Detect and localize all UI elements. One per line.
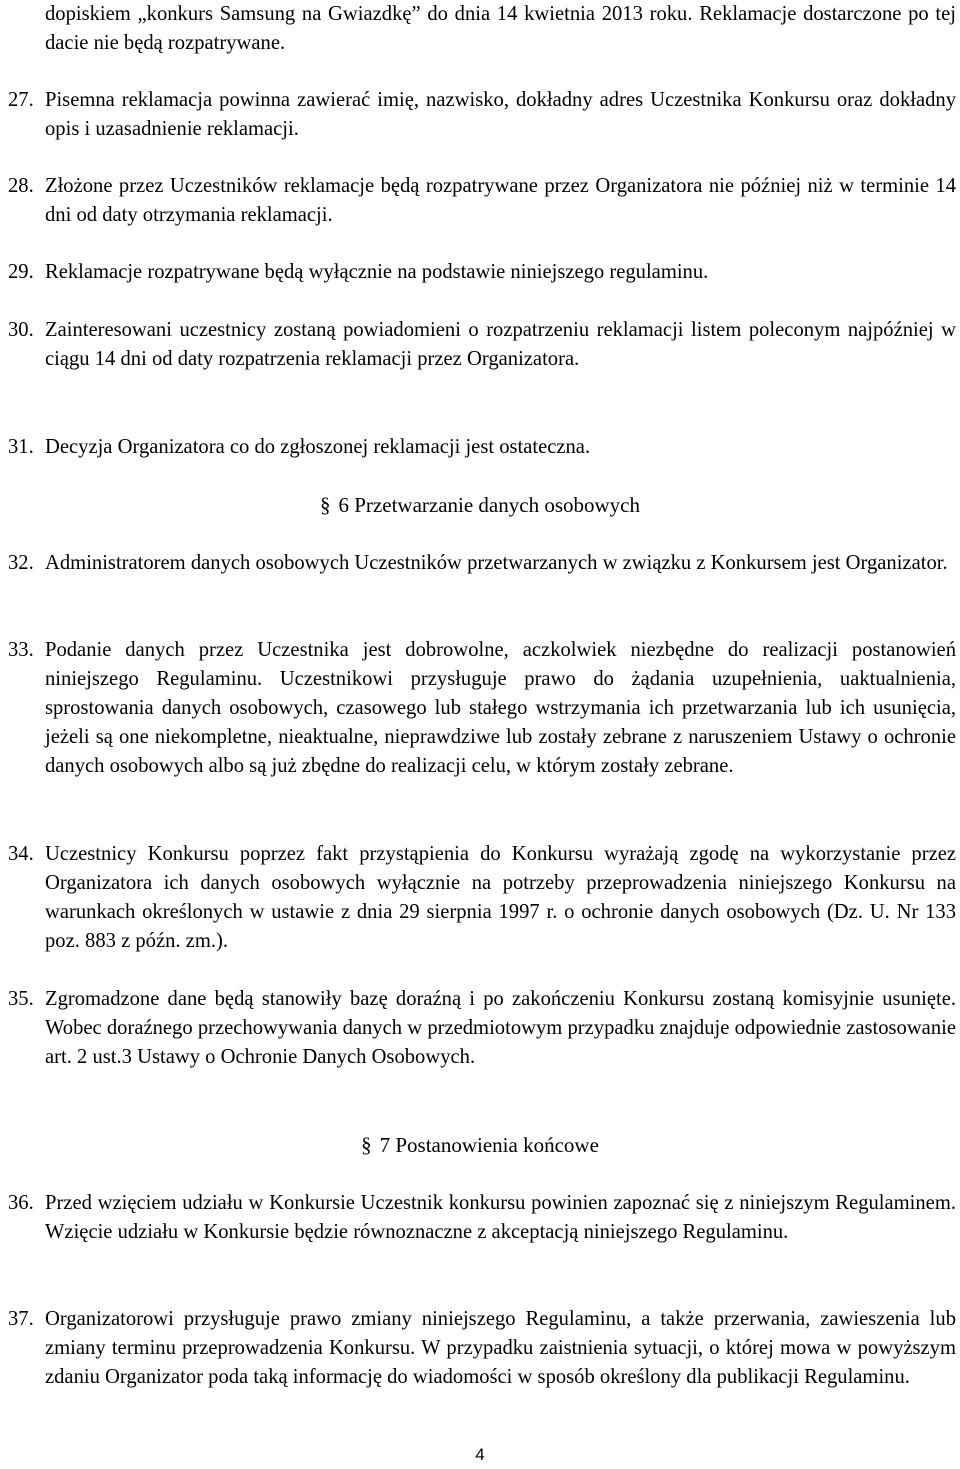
- list-item-30: [8, 316, 956, 374]
- item-text: Reklamacje rozpatrywane będą wyłącznie na podstawie niniejszego regulaminu.: [45, 261, 709, 283]
- section-title: 6 Przetwarzanie danych osobowych: [338, 493, 640, 517]
- item-number: 28.: [8, 175, 34, 197]
- section-symbol: §: [361, 1133, 372, 1157]
- item-text: Organizatorowi przysługuje prawo zmiany niniejszego Regulaminu, a także przerwania, zawieszenia lub zmiany terminu przeprowadzenia Konkursu. W przypadku zaistnienia sytuacji, o której mowa w powyższym zdaniu Organizator poda taką informację do wiadomości w sposób określony dla publikacji Regulaminu.: [45, 1308, 956, 1388]
- item-number: 35.: [8, 988, 34, 1010]
- item-number: 30.: [8, 319, 34, 341]
- section-heading-6: [0, 491, 960, 520]
- section-title: 7 Postanowienia końcowe: [379, 1133, 599, 1157]
- item-number: 33.: [8, 639, 34, 661]
- section-symbol: §: [320, 493, 331, 517]
- list-item-35: [8, 985, 956, 1072]
- item-number: 32.: [8, 552, 34, 574]
- item-text: Pisemna reklamacja powinna zawierać imię, nazwisko, dokładny adres Uczestnika Konkursu oraz dokładny opis i uzasadnienie reklamacji.: [45, 89, 956, 140]
- list-item-28: [8, 172, 956, 230]
- item-text: Złożone przez Uczestników reklamacje będą rozpatrywane przez Organizatora nie później niż w terminie 14 dni od daty otrzymania reklamacji.: [45, 175, 956, 226]
- list-item-32: [8, 549, 956, 578]
- list-item-29: [8, 258, 956, 287]
- section-heading-7: [0, 1131, 960, 1160]
- item-text: Decyzja Organizatora co do zgłoszonej reklamacji jest ostateczna.: [45, 436, 591, 458]
- item-text: Zgromadzone dane będą stanowiły bazę doraźną i po zakończeniu Konkursu zostaną komisyjnie usunięte. Wobec doraźnego przechowywania danych w przedmiotowym przypadku znajduje odpowiednie zastosowanie art. 2 ust.3 Ustawy o Ochronie Danych Osobowych.: [45, 988, 956, 1068]
- list-item-34: [8, 840, 956, 956]
- item-number: 29.: [8, 261, 34, 283]
- item-text: Zainteresowani uczestnicy zostaną powiadomieni o rozpatrzeniu reklamacji listem poleconym najpóźniej w ciągu 14 dni od daty rozpatrzenia reklamacji przez Organizatora.: [45, 319, 956, 370]
- item-number: 36.: [8, 1192, 34, 1214]
- item-number: 27.: [8, 89, 34, 111]
- item-text: Podanie danych przez Uczestnika jest dobrowolne, aczkolwiek niezbędne do realizacji postanowień niniejszego Regulaminu. Uczestnikowi przysługuje prawo do żądania uzupełnienia, uaktualnienia, sprostowania danych osobowych, czasowego lub stałego wstrzymania ich przetwarzania lub ich usunięcia, jeżeli są one niekompletne, nieaktualne, nieprawdziwe lub zostały zebrane z naruszeniem Ustawy o ochronie danych osobowych albo są już zbędne do realizacji celu, w którym zostały zebrane.: [45, 639, 956, 777]
- list-item-36: [8, 1189, 956, 1247]
- item-number: 31.: [8, 436, 34, 458]
- item-number: 37.: [8, 1308, 34, 1330]
- list-item-37: [8, 1305, 956, 1392]
- item-text: Administratorem danych osobowych Uczestników przetwarzanych w związku z Konkursem jest Organizator.: [45, 552, 948, 574]
- item-text: Uczestnicy Konkursu poprzez fakt przystąpienia do Konkursu wyrażają zgodę na wykorzystanie przez Organizatora ich danych osobowych wyłącznie na potrzeby przeprowadzenia niniejszego Konkursu na warunkach określonych w ustawie z dnia 29 sierpnia 1997 r. o ochronie danych osobowych (Dz. U. Nr 133 poz. 883 z późn. zm.).: [45, 843, 956, 952]
- paragraph-continuation: dopiskiem „konkurs Samsung na Gwiazdkę” do dnia 14 kwietnia 2013 roku. Reklamacje dostarczone po tej dacie nie będą rozpatrywane.: [45, 3, 956, 54]
- list-item-27: [8, 86, 956, 144]
- list-item-31: [8, 433, 956, 462]
- page-number: 4: [475, 1445, 485, 1464]
- list-item-33: [8, 636, 956, 781]
- item-number: 34.: [8, 843, 34, 865]
- item-text: Przed wzięciem udziału w Konkursie Uczestnik konkursu powinien zapoznać się z niniejszym Regulaminem. Wzięcie udziału w Konkursie będzie równoznaczne z akceptacją niniejszego Regulaminu.: [45, 1192, 956, 1243]
